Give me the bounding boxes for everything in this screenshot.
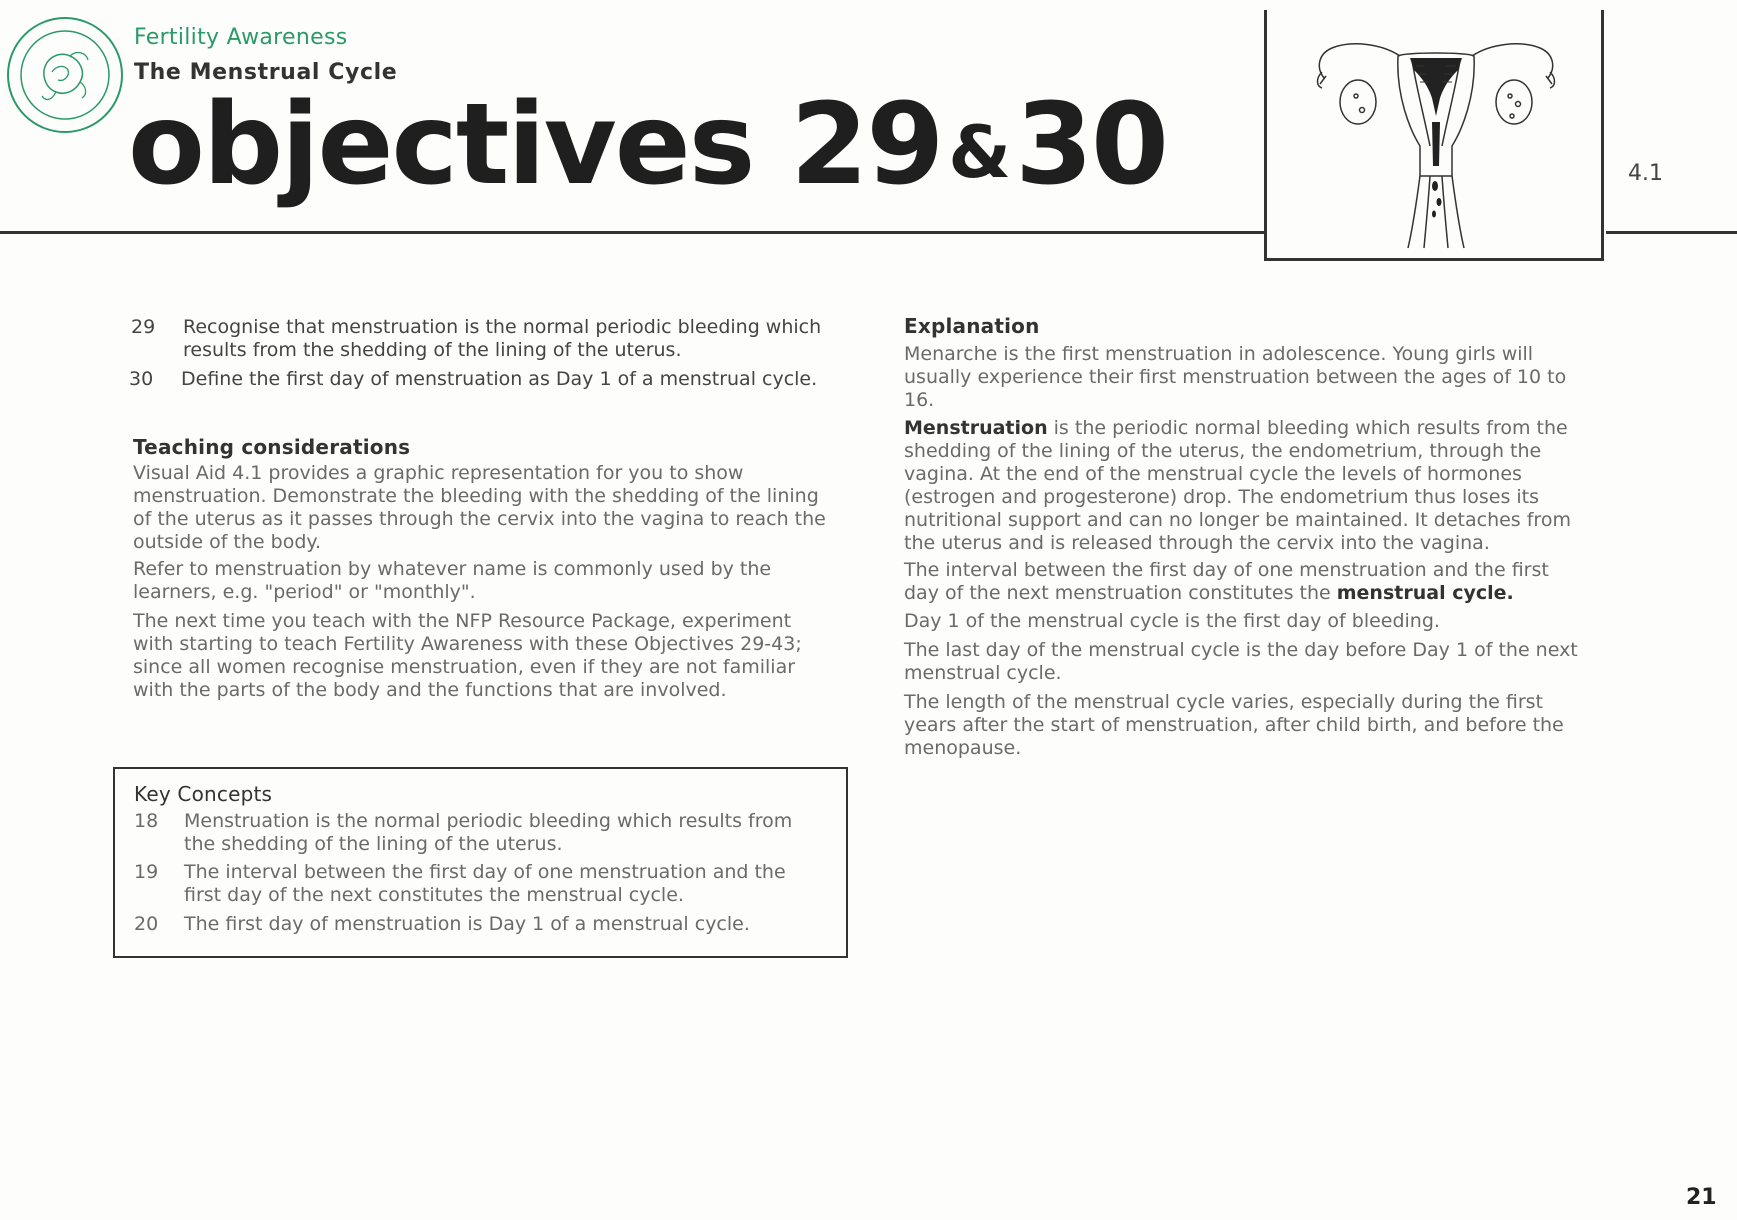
title-number-first: 29 [790,80,943,210]
title-ampersand: & [948,110,1010,194]
text-line: learners, e.g. "period" or "monthly". [133,581,476,603]
key-concepts-heading: Key Concepts [134,782,273,806]
explanation-paragraph [904,639,1578,685]
teaching-paragraph [133,558,771,604]
text-line: Visual Aid 4.1 provides a graphic representation for you to show [133,462,744,484]
text-line [904,582,1549,605]
text-line: The interval between the first day of one menstruation and the first [904,559,1549,581]
text-line: The length of the menstrual cycle varies, especially during the first [904,691,1543,713]
objective-text-line: Recognise that menstruation is the normal periodic bleeding which [183,316,822,338]
uterus-diagram-icon [1312,26,1562,256]
text-line: with starting to teach Fertility Awareness with these Objectives 29-43; [133,633,802,655]
teaching-heading: Teaching considerations [133,435,411,459]
fertility-awareness-logo-icon [6,16,124,134]
title-word: objectives [128,80,754,210]
key-concept-number: 19 [134,861,159,883]
objective-text-line: Define the first day of menstruation as Day 1 of a menstrual cycle. [181,368,818,390]
text-line: with the parts of the body and the functions that are involved. [133,679,727,701]
text-fragment: is the periodic normal bleeding which results from the [1047,417,1568,439]
text-line: since all women recognise menstruation, even if they are not familiar [133,656,796,678]
text-line: vagina. At the end of the menstrual cycle the levels of hormones [904,463,1522,485]
series-title: Fertility Awareness [134,25,348,50]
objective-number: 29 [131,316,156,338]
explanation-paragraph [904,343,1566,412]
page-number: 21 [1686,1185,1717,1210]
section-subtitle: The Menstrual Cycle [134,60,398,85]
text-line [904,417,1571,440]
text-line: Menarche is the first menstruation in adolescence. Young girls will [904,343,1534,365]
text-line: The last day of the menstrual cycle is the day before Day 1 of the next [904,639,1578,661]
text-line: (estrogen and progesterone) drop. The endometrium thus loses its [904,486,1540,508]
text-line: Menstruation is the normal periodic bleeding which results from [184,810,793,832]
text-line: usually experience their first menstruation between the ages of 10 to [904,366,1567,388]
page-title [128,78,1167,212]
text-line: Day 1 of the menstrual cycle is the first day of bleeding. [904,610,1440,632]
objective-text-line: results from the shedding of the lining of the uterus. [183,339,682,361]
teaching-paragraph [133,610,802,702]
text-line: menstruation. Demonstrate the bleeding with the shedding of the lining [133,485,819,507]
key-concept-number: 20 [134,913,159,935]
text-line: the shedding of the lining of the uterus. [184,833,563,855]
explanation-heading: Explanation [904,314,1040,338]
text-line: menopause. [904,737,1022,759]
text-line: the uterus and is released through the cervix into the vagina. [904,532,1490,554]
text-line: The first day of menstruation is Day 1 of a menstrual cycle. [184,913,750,935]
text-line: shedding of the lining of the uterus, the endometrium, through the [904,440,1542,462]
explanation-paragraph [904,691,1564,760]
text-fragment: day of the next menstruation constitutes the [904,582,1337,604]
text-line: The interval between the first day of one menstruation and the [184,861,786,883]
title-number-second: 30 [1015,80,1167,210]
figure-box [1264,10,1604,261]
key-concepts-box [113,767,848,958]
objectives-list [131,316,851,396]
bold-term: Menstruation [904,417,1048,439]
text-line: The next time you teach with the NFP Resource Package, experiment [133,610,792,632]
text-line: of the uterus as it passes through the cervix into the vagina to reach the [133,508,826,530]
header-rule-left [0,231,1266,234]
text-line: menstrual cycle. [904,662,1062,684]
visual-aid-number: 4.1 [1628,161,1663,186]
text-line: years after the start of menstruation, after child birth, and before the [904,714,1564,736]
explanation-paragraph [904,417,1571,555]
text-line: first day of the next constitutes the menstrual cycle. [184,884,684,906]
text-line: nutritional support and can no longer be maintained. It detaches from [904,509,1571,531]
bold-term: menstrual cycle. [1336,582,1514,604]
objective-number: 30 [129,368,154,390]
text-line: outside of the body. [133,531,321,553]
key-concepts-list [134,810,834,950]
explanation-paragraph [904,610,1440,633]
text-line: 16. [904,389,935,411]
header-rule-right [1606,231,1737,234]
text-line: Refer to menstruation by whatever name is commonly used by the [133,558,772,580]
key-concept-number: 18 [134,810,159,832]
teaching-paragraph [133,462,826,554]
explanation-paragraph [904,559,1549,605]
